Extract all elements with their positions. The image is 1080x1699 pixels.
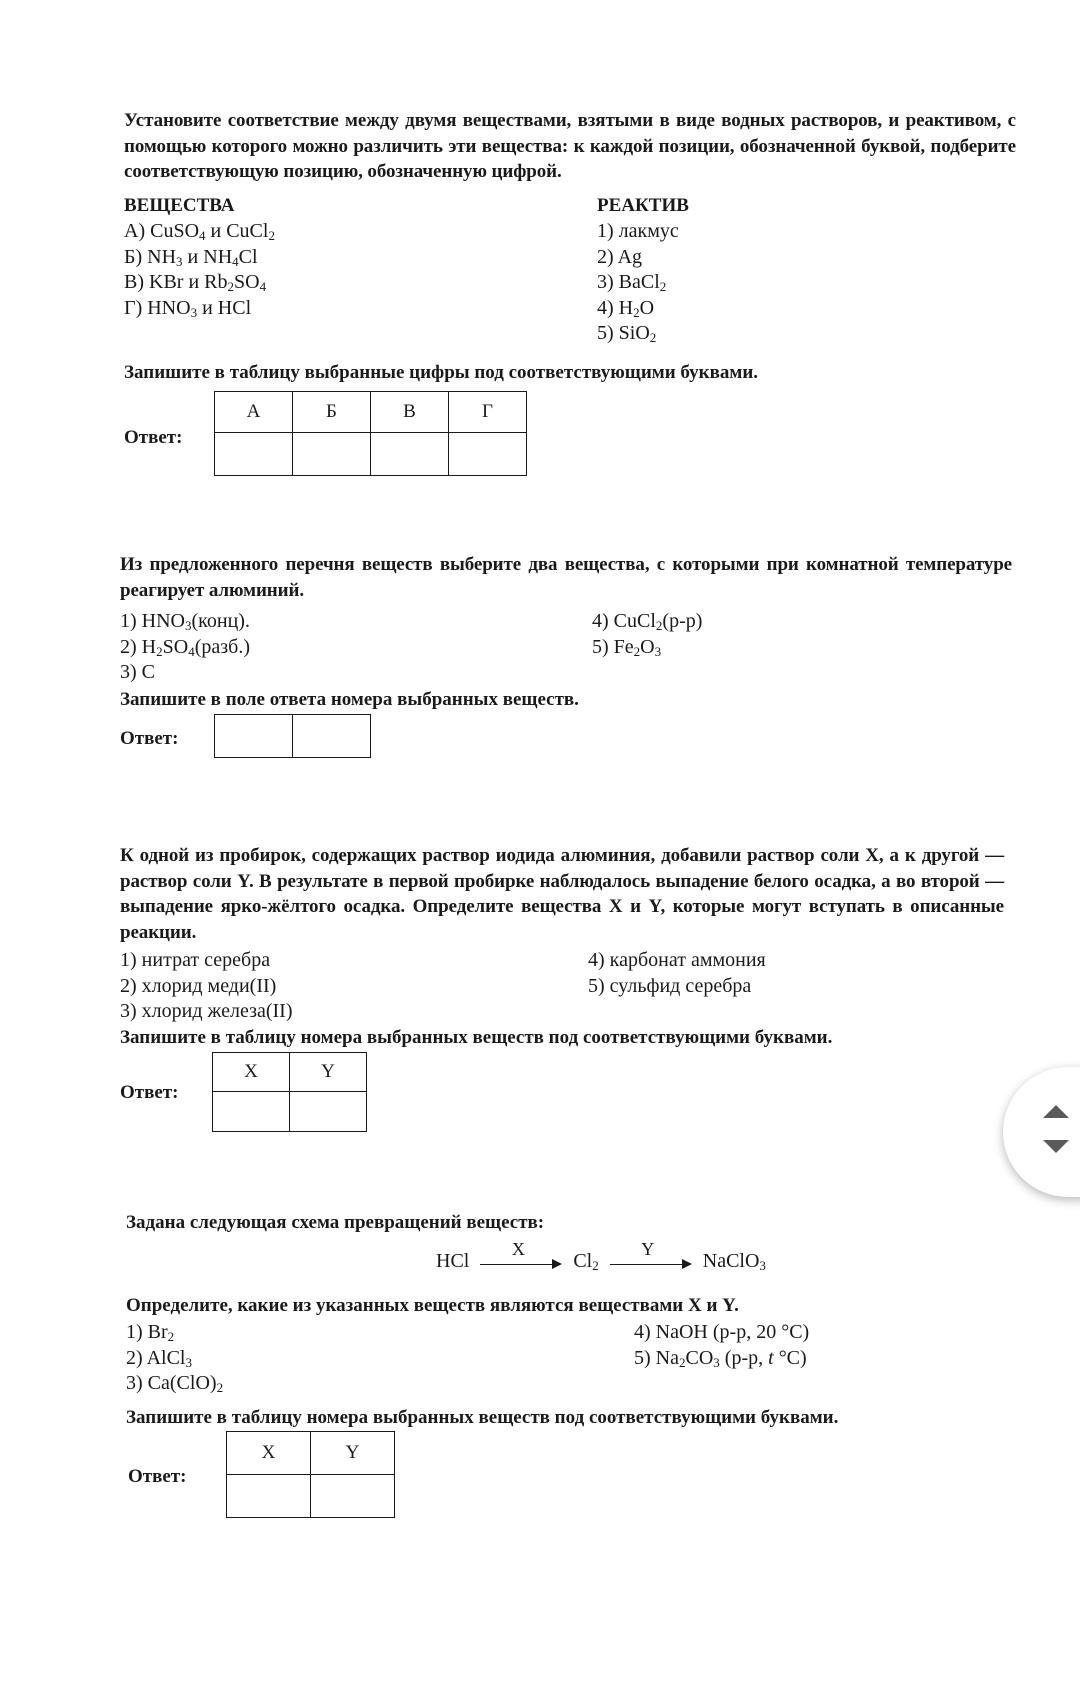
item-text: $NH_3$ и $NH_4Cl$ [147,245,258,269]
task3-answer-table [212,1052,367,1132]
task3-options-right [588,948,766,999]
task4-answer-label: Ответ: [128,1466,187,1487]
reagent-item [597,296,679,322]
option-item [634,1320,809,1346]
reagent-item [597,270,679,296]
item-text: SiO$_2$ [618,322,657,345]
column-header: X [227,1432,311,1475]
item-text: карбонат аммония [609,949,766,971]
task4-answer-table [226,1431,395,1518]
item-label: 2) [120,635,137,658]
item-label: 2) [597,245,614,268]
substance-item [124,270,275,296]
item-text: NaOH (р-р, 20 °C) [655,1321,810,1343]
item-label: 5) [597,322,614,344]
option-item [126,1371,223,1397]
option-item [120,948,292,974]
column-header: Y [311,1432,395,1475]
item-text: $HNO_3(конц)$. [141,610,250,633]
item-text: сульфид серебра [609,974,752,997]
column-header: Y [290,1053,367,1092]
item-label: 2) [126,1346,143,1369]
answer-cell[interactable] [293,715,371,758]
column-header: В [371,392,449,433]
column-header: А [215,392,293,433]
item-label: 3) [126,1372,143,1394]
item-text: C [141,661,156,683]
task2-answer-label: Ответ: [120,728,179,749]
item-label: 1) [126,1321,143,1343]
arrow-x-icon [480,1239,562,1273]
option-item [126,1320,223,1346]
answer-cell[interactable] [213,1092,290,1132]
task4-intro: Задана следующая схема превращений веществ: [126,1212,545,1233]
item-label: 5) [634,1346,651,1369]
item-label: 1) [120,610,137,632]
item-text: хлорид меди(II) [141,974,277,997]
arrow-label: Y [641,1239,655,1260]
page-scroll-widget[interactable] [1003,1067,1080,1197]
task3-options-left [120,948,292,1025]
option-item [120,660,250,686]
item-text: $Fe_2O_3$ [613,635,662,659]
task1-answer-table [214,391,527,476]
task4-instruction: Запишите в таблицу номера выбранных веществ под соответствующими буквами. [126,1407,839,1428]
substance-item [124,245,275,271]
item-label: Г) [124,296,143,319]
item-label: Б) [124,245,143,268]
answer-cell[interactable] [371,433,449,476]
task2-answer-box [214,714,371,758]
task1-answer-label: Ответ: [124,427,183,448]
option-item [120,999,292,1025]
transformation-scheme [436,1239,766,1273]
answer-cell[interactable] [215,715,293,758]
arrow-y-icon [610,1239,692,1273]
substance-item [124,296,275,322]
item-label: 4) [634,1321,651,1343]
answer-cell[interactable] [293,433,371,476]
scheme-end: NaClO$_3$ [702,1250,766,1273]
item-label: 3) [120,1000,137,1022]
item-text: нитрат серебра [141,949,271,971]
option-item [588,948,766,974]
task2-options-left [120,609,250,686]
option-item [592,635,702,661]
item-label: 1) [597,220,614,242]
task4-options-left [126,1320,223,1397]
item-text: $H_2SO_4(разб.)$ [141,635,250,659]
task1-reagent-list [597,219,679,347]
option-item [120,974,292,1000]
item-text: CuCl$_2$(р-р) [613,610,703,633]
item-label: 3) [597,271,614,293]
item-label: 4) [592,610,609,632]
task2-instruction: Запишите в поле ответа номера выбранных веществ. [120,689,579,710]
task1-substance-list [124,219,275,321]
scheme-middle: $Cl_2$ [573,1250,599,1273]
item-text: KBr и $Rb_2SO_4$ [149,271,267,294]
item-text: $Na_2CO_3$ (р-р, t °C) [655,1346,807,1370]
item-text: $Ca(ClO)_2$ [147,1372,224,1395]
answer-cell[interactable] [311,1475,395,1518]
option-item [592,609,702,635]
page-up-icon[interactable] [1043,1105,1069,1118]
item-text: CuSO$_4$ и CuCl$_2$ [150,220,275,243]
item-text: лакмус [618,220,679,242]
item-text: $H_2O$ [618,296,655,320]
arrow-label: X [511,1239,525,1260]
item-label: 2) [120,974,137,997]
task2-intro: Из предложенного перечня веществ выберите два вещества, с которыми при комнатной температуре реагирует алюминий. [120,554,1012,601]
answer-cell[interactable] [215,433,293,476]
answer-cell[interactable] [449,433,527,476]
column-header: Г [449,392,527,433]
item-text: Ag [617,245,643,268]
option-item [588,974,766,1000]
reagent-item [597,321,679,347]
scheme-start: HCl [436,1250,470,1272]
item-text: AlCl$_3$ [146,1346,192,1370]
task4-options-right [634,1320,809,1371]
task4-question: Определите, какие из указанных веществ являются веществами X и Y. [126,1295,739,1316]
item-text: BaCl$_2$ [618,271,667,294]
task3-intro: К одной из пробирок, содержащих раствор иодида алюминия, добавили раствор соли X, а к другой — раствор соли Y. В результате в первой пробирке наблюдалось выпадение белого осадка, а во второй — выпадение ярко-жёлтого осадка. Определите вещества X и Y, которые могут вступать в описанные реакции. [120,845,1004,943]
task1-instruction: Запишите в таблицу выбранные цифры под соответствующими буквами. [124,362,759,383]
item-text: $HNO_3$ и HCl [147,296,252,320]
reagent-item [597,245,679,271]
column-header: Б [293,392,371,433]
item-label: 4) [597,296,614,319]
task1-intro: Установите соответствие между двумя веществами, взятыми в виде водных растворов, и реактивом, с помощью которого можно различить эти вещества: к каждой позиции, обозначенной буквой, подберите соответствующую позицию, обозначенную цифрой. [124,110,1016,182]
reagent-item [597,219,679,245]
task1-reagent-heading: РЕАКТИВ [597,195,689,216]
option-item [120,635,250,661]
option-item [126,1346,223,1372]
page-down-icon[interactable] [1043,1140,1069,1153]
column-header: X [213,1053,290,1092]
item-label: А) [124,220,146,242]
answer-cell[interactable] [290,1092,367,1132]
task3-answer-label: Ответ: [120,1082,179,1103]
item-label: 3) [120,661,137,683]
item-label: В) [124,271,144,293]
task3-instruction: Запишите в таблицу номера выбранных веществ под соответствующими буквами. [120,1027,833,1048]
item-text: хлорид железа(II) [141,1000,293,1022]
substance-item [124,219,275,245]
item-text: $Br_2$ [147,1321,175,1344]
answer-cell[interactable] [227,1475,311,1518]
task1-substances-heading: ВЕЩЕСТВА [124,195,235,216]
task2-options-right [592,609,702,660]
option-item [120,609,250,635]
option-item [634,1346,809,1372]
item-label: 5) [588,974,605,997]
item-label: 4) [588,949,605,971]
item-label: 1) [120,949,137,971]
item-label: 5) [592,635,609,658]
